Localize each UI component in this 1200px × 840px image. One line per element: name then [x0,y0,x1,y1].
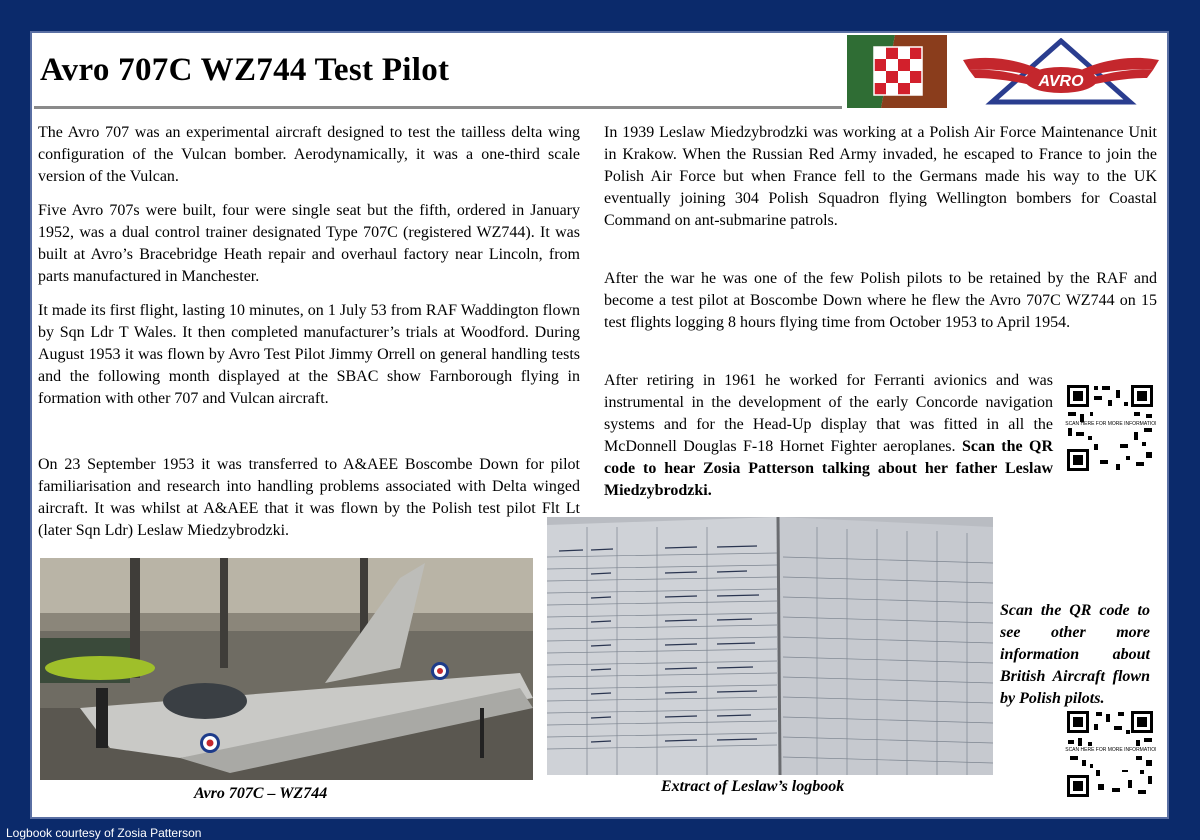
paragraph-first-flight: It made its first flight, lasting 10 minutes, on 1 July 53 from RAF Waddington flown by Sqn Ldr T Wales. It then completed manufacturer’s trials at Woodford. During August 1953 it was flown by Avro Test Pilot Jimmy Orrell on general handling tests and the following month displayed at the SBAC show Farnborough flying in formation with other 707 and Vulcan aircraft. [38,302,580,407]
scan-to-hear-text: Scan the QR code to hear Zosia Patterson talking about her father Leslaw Miedzybrodzki. [604,438,1053,499]
qr-code-icon [1064,382,1156,474]
avro-logo-text: AVRO [1038,73,1084,90]
polish-checkerboard-icon [847,35,947,108]
logbook-caption: Extract of Leslaw’s logbook [661,778,845,795]
paragraph-five-built: Five Avro 707s were built, four were single seat but the fifth, ordered in January 1952, was a dual control trainer designated Type 707C (registered WZ744). It was built at Avro’s Bracebridge Heath repair and overhaul factory near Lincoln, from parts manufactured in Manchester. [38,202,580,285]
logbook-photo [547,517,993,775]
paragraph-1939-krakow: In 1939 Leslaw Miedzybrodzki was working at a Polish Air Force Maintenance Unit in Krakow. When the Russian Red Army invaded, he escaped to France to join the Polish Air Force but when France fell to the Germans made his way to the UK eventually joining 304 Polish Squadron flying Wellington bombers for Coastal Command on ant-submarine patrols. [604,124,1157,229]
avro-logo [955,38,1167,108]
qr-code-audio[interactable] [1064,382,1156,474]
avro-707c-aircraft-image [40,558,533,780]
page-title: Avro 707C WZ744 Test Pilot [40,52,450,88]
paragraph-after-the-war: After the war he was one of the few Polish pilots to be retained by the RAF and become a test pilot at Boscombe Down where he flew the Avro 707C WZ744 on 15 test flights logging 8 hours flying time from October 1953 to April 1954. [604,270,1157,331]
logbook-credit: Logbook courtesy of Zosia Patterson [6,826,202,840]
qr-scan-caption: SCAN HERE FOR MORE INFORMATION [1065,421,1156,427]
aircraft-photo [40,558,533,780]
paragraph-ferranti [604,370,1053,502]
ferranti-text: After retiring in 1961 he worked for Ferranti avionics and was instrumental in the development of the early Concorde navigation systems and for the Head-Up display that was fitted in all the McDonnell Douglas F-18 Hornet Fighter aeroplanes. [604,372,1053,455]
aircraft-caption: Avro 707C – WZ744 [194,785,328,802]
qr-scan-caption: SCAN HERE FOR MORE INFORMATION [1065,747,1156,753]
logbook-image [547,517,993,775]
qr-code-icon [1064,708,1156,800]
paragraph-boscombe-down: On 23 September 1953 it was transferred to A&AEE Boscombe Down for pilot familiarisation and research into handling problems associated with Delta winged aircraft. It was whilst at A&AEE that it was flown by the Polish test pilot Flt Lt (later Sqn Ldr) Leslaw Miedzybrodzki. [38,456,580,539]
polish-air-force-logo [847,35,947,108]
qr-code-more-info[interactable] [1064,708,1156,800]
title-divider [34,106,842,109]
paragraph-avro-707-intro: The Avro 707 was an experimental aircraft designed to test the tailless delta wing configuration of the Vulcan bomber. Aerodynamically, it was a one-third scale version of the Vulcan. [38,124,580,185]
avro-wings-icon [955,38,1167,108]
scan-note: Scan the QR code to see other more information about British Aircraft flown by Polish pilots. [1000,602,1150,707]
